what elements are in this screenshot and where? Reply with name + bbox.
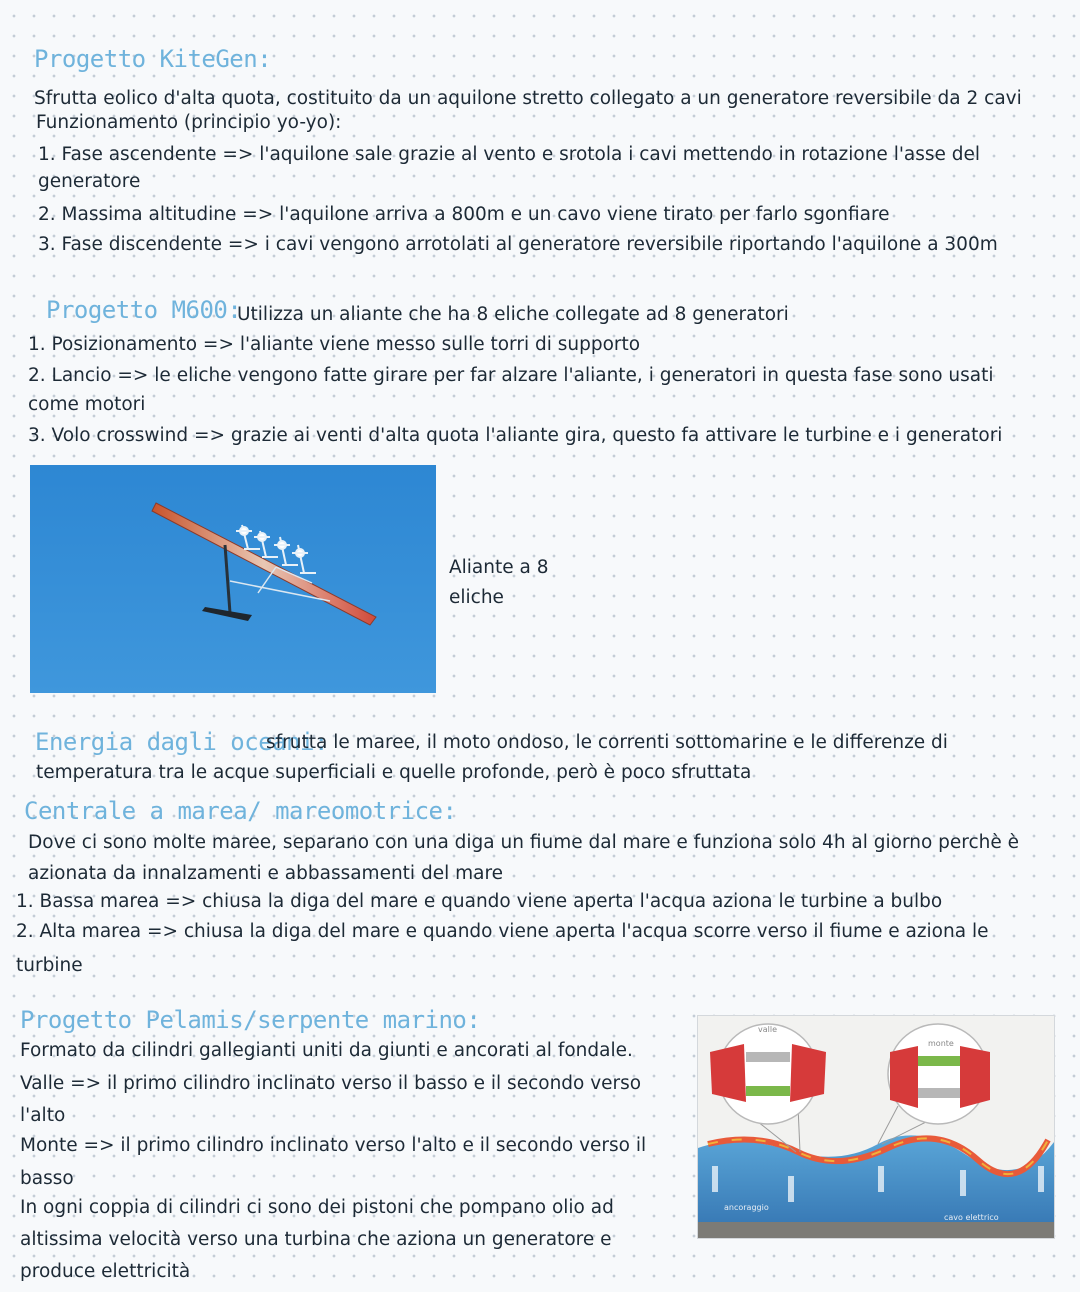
pelamis-line-3: l'alto [20,1105,66,1126]
oceani-title: Energia dagli oceani: [35,728,328,756]
glider-caption-2: eliche [449,587,504,608]
m600-step-2-cont: come motori [28,394,146,415]
pelamis-line-2: Valle => il primo cilindro inclinato verso il basso e il secondo verso [20,1073,642,1094]
kitegen-step-1: 1. Fase ascendente => l'aquilone sale grazie al vento e srotola i cavi mettendo in rotazione l'asse del [38,144,981,165]
m600-step-3: 3. Volo crosswind => grazie ai venti d'alta quota l'aliante gira, questo fa attivare le turbine e i generatori [28,425,1003,446]
m600-step-1: 1. Posizionamento => l'aliante viene messo sulle torri di supporto [28,334,641,355]
m600-intro: Utilizza un aliante che ha 8 eliche collegate ad 8 generatori [237,304,789,325]
centrale-step-2: 2. Alta marea => chiusa la diga del mare e quando viene aperta l'acqua scorre verso il fiume e aziona le [16,921,989,942]
pelamis-line-8: produce elettricità [20,1261,191,1282]
oceani-line-2: temperatura tra le acque superficiali e quelle profonde, però è poco sfruttata [36,762,752,783]
centrale-line-2: azionata da innalzamenti e abbassamenti del mare [28,863,504,884]
glider-illustration [30,465,436,693]
pelamis-title: Progetto Pelamis/serpente marino: [20,1006,481,1034]
m600-step-2: 2. Lancio => le eliche vengono fatte girare per far alzare l'aliante, i generatori in questa fase sono usati [28,365,994,386]
kitegen-line-2: Funzionamento (principio yo-yo): [36,112,342,133]
diagram-monte-label: monte [928,1039,954,1048]
centrale-title: Centrale a marea/ mareomotrice: [24,797,457,825]
pelamis-line-4: Monte => il primo cilindro inclinato verso l'alto e il secondo verso il [20,1135,647,1156]
pelamis-line-7: altissima velocità verso una turbina che aziona un generatore e [20,1229,612,1250]
centrale-step-2-cont: turbine [16,955,83,976]
kitegen-step-3: 3. Fase discendente => i cavi vengono arrotolati al generatore reversibile riportando l'aquilone a 300m [38,234,998,255]
pelamis-diagram [697,1015,1055,1239]
pelamis-illustration [698,1016,1054,1238]
diagram-ancoraggio-label: ancoraggio [724,1203,769,1212]
glider-photo [30,465,436,693]
m600-title: Progetto M600: [46,296,242,324]
centrale-line-1: Dove ci sono molte maree, separano con una diga un fiume dal mare e funziona solo 4h al giorno perchè è [28,832,1020,853]
diagram-cavo-label: cavo elettrico [944,1213,999,1222]
centrale-step-1: 1. Bassa marea => chiusa la diga del mare e quando viene aperta l'acqua aziona le turbine a bulbo [16,891,943,912]
kitegen-title: Progetto KiteGen: [34,45,272,73]
pelamis-line-6: In ogni coppia di cilindri ci sono dei pistoni che pompano olio ad [20,1197,614,1218]
diagram-valle-label: valle [758,1025,778,1034]
kitegen-step-1-cont: generatore [38,171,141,192]
kitegen-line-1: Sfrutta eolico d'alta quota, costituito da un aquilone stretto collegato a un generatore reversibile da 2 cavi [34,88,1022,109]
oceani-line-1: sfrutta le maree, il moto ondoso, le correnti sottomarine e le differenze di [266,732,948,753]
pelamis-line-5: basso [20,1168,74,1189]
glider-caption-1: Aliante a 8 [449,557,549,578]
pelamis-line-1: Formato da cilindri gallegianti uniti da giunti e ancorati al fondale. [20,1040,633,1061]
kitegen-step-2: 2. Massima altitudine => l'aquilone arriva a 800m e un cavo viene tirato per farlo sgonfiare [38,204,890,225]
